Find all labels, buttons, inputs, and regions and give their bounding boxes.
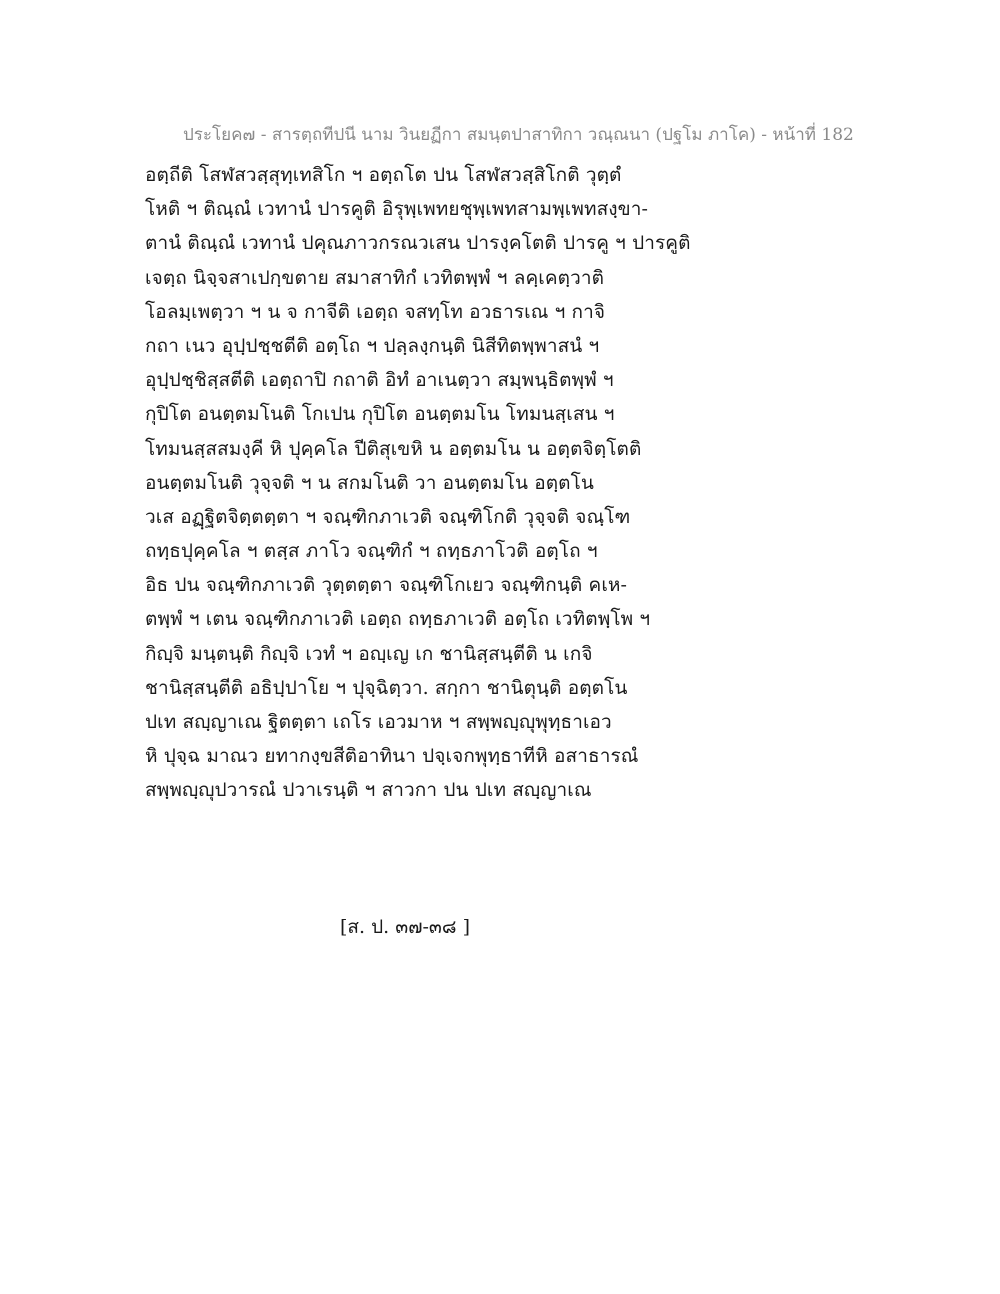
text-line: อิธ ปน จณฺฑิกภาเวติ วุตฺตตฺตา จณฺฑิโกเยว จณฺฑิกนฺติ คเห- xyxy=(145,574,628,597)
text-line: ตพฺพํ ฯ เตน จณฺฑิกภาเวติ เอตฺถ ถทฺธภาเวติ อตฺโถ เวทิตพฺโพ ฯ xyxy=(145,608,651,631)
text-line: ชานิสฺสนฺตีติ อธิปฺปาโย ฯ ปุจฺฉิตฺวา. สกฺกา ชานิตุนฺติ อตฺตโน xyxy=(145,676,628,699)
text-line: โทมนสฺสสมงฺคี หิ ปุคฺคโล ปีติสุเขหิ น อตฺตมโน น อตฺตจิตฺโตติ xyxy=(145,437,642,460)
running-header: ประโยค๗ - สารตฺถทีปนี นาม วินยฏีกา สมนฺตปาสาทิกา วณฺณนา (ปฐโม ภาโค) - หน้าที่ 182 xyxy=(183,125,854,145)
text-line: วเส อฏฺฐิตจิตฺตตฺตา ฯ จณฺฑิกภาเวติ จณฺฑิโกติ วุจฺจติ จณฺโฑ xyxy=(145,505,631,528)
text-line: หิ ปุจฺฉ มาณว ยทากงฺขสีติอาทินา ปจฺเจกพุทฺธาทีหิ อสาธารณํ xyxy=(145,745,639,768)
body-text xyxy=(145,158,705,808)
text-line: ปเท สญฺญาเณ ฐิตตฺตา เถโร เอวมาห ฯ สพฺพญฺญุพุทฺธาเอว xyxy=(145,711,612,733)
text-line: โหติ ฯ ติณฺณํ เวทานํ ปารคูติ อิรุพฺเพทยชุพฺเพทสามพฺเพทสงฺขา- xyxy=(145,198,649,221)
text-line: อตฺถีติ โสฬสวสฺสุทฺเทสิโก ฯ อตฺถโต ปน โสฬสวสฺสิโกติ วุตฺตํ xyxy=(145,164,622,186)
text-line: เจตฺถ นิจฺจสาเปกฺขตาย สมาสาทิกํ เวทิตพฺพํ ฯ ลคฺเคตฺวาติ xyxy=(145,266,605,289)
text-line: กถา เนว อุปฺปชฺชตีติ อตฺโถ ฯ ปลฺลงฺกนฺติ นิสีทิตพฺพาสนํ ฯ xyxy=(145,334,600,357)
page-reference: [ส. ป. ๓๗-๓๘ ] xyxy=(340,916,471,938)
text-line: กิญฺจิ มนฺตนฺติ กิญฺจิ เวทํ ฯ อญฺเญ เก ชานิสฺสนฺตีติ น เกจิ xyxy=(145,642,593,665)
text-line: อุปฺปชฺชิสฺสตีติ เอตฺถาปิ กถาติ อิทํ อาเนตฺวา สมฺพนฺธิตพฺพํ ฯ xyxy=(145,369,614,392)
text-line: กุปิโต อนตฺตมโนติ โกเปน กุปิโต อนตฺตมโน โทมนสฺเสน ฯ xyxy=(145,403,615,426)
text-line: โอลมฺเพตฺวา ฯ น จ กาจีติ เอตฺถ จสทฺโท อวธารเณ ฯ กาจิ xyxy=(145,300,606,323)
text-line: ถทฺธปุคฺคโล ฯ ตสฺส ภาโว จณฺฑิกํ ฯ ถทฺธภาโวติ อตฺโถ ฯ xyxy=(145,540,598,563)
text-line: ตานํ ติณฺณํ เวทานํ ปคุณภาวกรณวเสน ปารงฺคโตติ ปารคู ฯ ปารคูติ xyxy=(145,232,691,255)
text-line: อนตฺตมโนติ วุจฺจติ ฯ น สกมโนติ วา อนตฺตมโน อตฺตโน xyxy=(145,471,595,494)
text-line: สพฺพญฺญุปวารณํ ปวาเรนฺติ ฯ สาวกา ปน ปเท สญฺญาเณ xyxy=(145,779,592,802)
